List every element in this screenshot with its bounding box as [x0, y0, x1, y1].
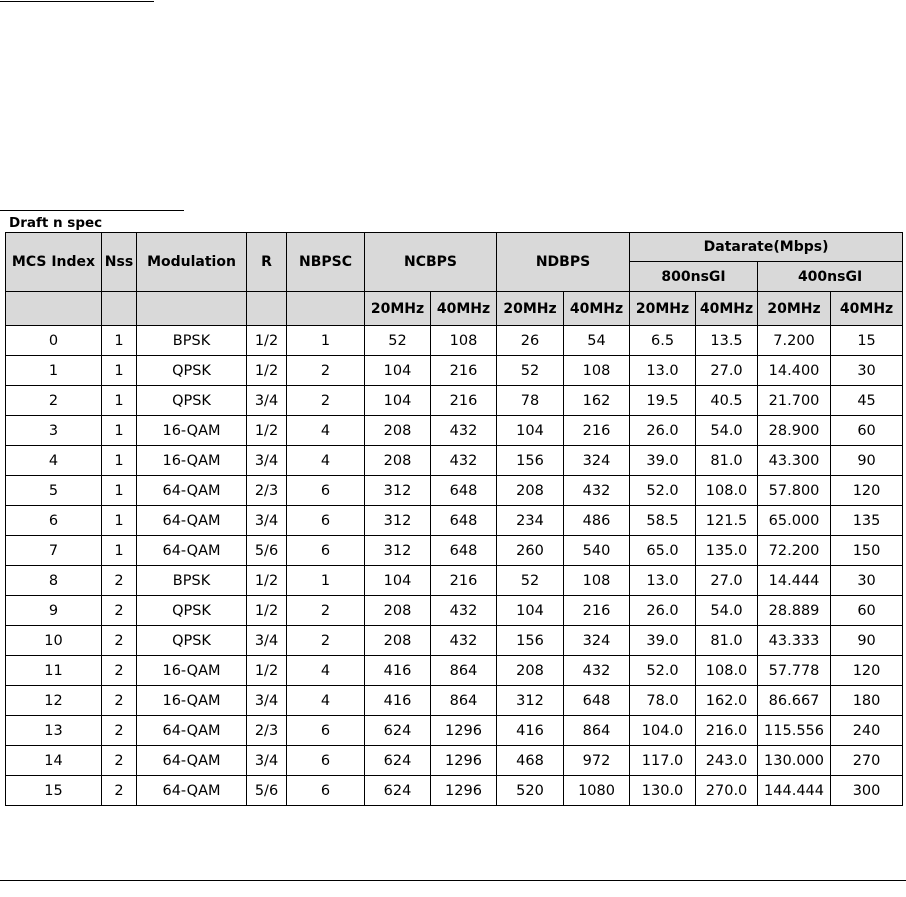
- table-cell: 270.0: [696, 776, 758, 806]
- table-cell: 240: [831, 716, 903, 746]
- table-cell: 39.0: [630, 446, 696, 476]
- table-cell: 1080: [564, 776, 630, 806]
- header-blank: [6, 292, 102, 326]
- table-cell: 2: [102, 656, 137, 686]
- table-cell: 416: [365, 686, 431, 716]
- table-cell: 11: [6, 656, 102, 686]
- table-row: [6, 356, 903, 386]
- table-row: [6, 566, 903, 596]
- table-cell: 3/4: [247, 746, 287, 776]
- table-cell: 43.333: [758, 626, 831, 656]
- table-cell: 64-QAM: [137, 476, 247, 506]
- table-row: [6, 416, 903, 446]
- table-cell: 6: [287, 536, 365, 566]
- table-cell: 26: [497, 326, 564, 356]
- table-cell: 54: [564, 326, 630, 356]
- table-cell: 864: [564, 716, 630, 746]
- table-cell: 4: [287, 656, 365, 686]
- caption-rule: [0, 210, 184, 211]
- table-cell: 1: [102, 386, 137, 416]
- table-cell: 1: [102, 536, 137, 566]
- header-datarate: Datarate(Mbps): [630, 233, 903, 262]
- table-cell: 432: [564, 656, 630, 686]
- table-cell: 120: [831, 476, 903, 506]
- table-row: [6, 506, 903, 536]
- table-cell: 2: [102, 746, 137, 776]
- table-row: [6, 536, 903, 566]
- table-cell: 2: [6, 386, 102, 416]
- bottom-rule: [0, 880, 906, 881]
- header-blank: [287, 292, 365, 326]
- top-rule: [0, 1, 154, 2]
- table-cell: 30: [831, 566, 903, 596]
- table-cell: 3: [6, 416, 102, 446]
- table-cell: 52: [497, 566, 564, 596]
- table-cell: 1/2: [247, 416, 287, 446]
- table-cell: 208: [497, 656, 564, 686]
- table-cell: 130.0: [630, 776, 696, 806]
- table-cell: 108: [564, 566, 630, 596]
- table-cell: 14: [6, 746, 102, 776]
- header-blank: [247, 292, 287, 326]
- table-cell: 432: [564, 476, 630, 506]
- table-cell: 30: [831, 356, 903, 386]
- table-cell: 39.0: [630, 626, 696, 656]
- table-cell: 6: [287, 506, 365, 536]
- table-cell: 60: [831, 416, 903, 446]
- table-cell: 1: [102, 356, 137, 386]
- table-row: [6, 476, 903, 506]
- table-cell: 64-QAM: [137, 506, 247, 536]
- table-cell: 2: [287, 626, 365, 656]
- table-cell: 16-QAM: [137, 686, 247, 716]
- table-row: [6, 716, 903, 746]
- header-blank: [137, 292, 247, 326]
- table-cell: 2: [102, 626, 137, 656]
- header-r: R: [247, 233, 287, 292]
- table-cell: 2: [102, 716, 137, 746]
- table-cell: 2: [287, 386, 365, 416]
- table-cell: 1/2: [247, 656, 287, 686]
- table-cell: 108: [564, 356, 630, 386]
- table-cell: 3/4: [247, 686, 287, 716]
- table-cell: 8: [6, 566, 102, 596]
- table-row: [6, 446, 903, 476]
- table-cell: 43.300: [758, 446, 831, 476]
- table-cell: 27.0: [696, 566, 758, 596]
- table-cell: 972: [564, 746, 630, 776]
- table-cell: 1/2: [247, 356, 287, 386]
- table-cell: 2: [287, 356, 365, 386]
- header-sub-400-20: 20MHz: [758, 292, 831, 326]
- table-cell: 1: [6, 356, 102, 386]
- table-cell: 104: [497, 416, 564, 446]
- table-cell: 120: [831, 656, 903, 686]
- table-cell: 108.0: [696, 476, 758, 506]
- table-cell: 468: [497, 746, 564, 776]
- table-cell: 156: [497, 446, 564, 476]
- table-cell: 81.0: [696, 446, 758, 476]
- table-cell: 5: [6, 476, 102, 506]
- table-cell: 14.400: [758, 356, 831, 386]
- table-cell: 7: [6, 536, 102, 566]
- table-cell: 54.0: [696, 596, 758, 626]
- table-cell: 108: [431, 326, 497, 356]
- table-cell: 4: [287, 686, 365, 716]
- header-sub-800-40: 40MHz: [696, 292, 758, 326]
- table-cell: 28.900: [758, 416, 831, 446]
- table-row: [6, 776, 903, 806]
- header-sub-800-20: 20MHz: [630, 292, 696, 326]
- table-cell: 12: [6, 686, 102, 716]
- table-cell: 57.778: [758, 656, 831, 686]
- table-cell: BPSK: [137, 566, 247, 596]
- table-cell: 208: [365, 626, 431, 656]
- table-cell: 234: [497, 506, 564, 536]
- table-cell: 104: [497, 596, 564, 626]
- header-modulation: Modulation: [137, 233, 247, 292]
- header-sub-ncbps-20: 20MHz: [365, 292, 431, 326]
- table-cell: 2: [102, 596, 137, 626]
- table-cell: 216: [564, 416, 630, 446]
- table-cell: 64-QAM: [137, 716, 247, 746]
- table-row: [6, 326, 903, 356]
- header-sub-ncbps-40: 40MHz: [431, 292, 497, 326]
- header-sub-ndbps-40: 40MHz: [564, 292, 630, 326]
- header-mcs-index: MCS Index: [6, 233, 102, 292]
- table-cell: 64-QAM: [137, 746, 247, 776]
- table-cell: 156: [497, 626, 564, 656]
- table-cell: 2/3: [247, 476, 287, 506]
- table-cell: 58.5: [630, 506, 696, 536]
- table-cell: 520: [497, 776, 564, 806]
- header-blank: [102, 292, 137, 326]
- table-cell: 6: [287, 476, 365, 506]
- header-ndbps: NDBPS: [497, 233, 630, 292]
- header-nbpsc: NBPSC: [287, 233, 365, 292]
- table-cell: 13.0: [630, 566, 696, 596]
- table-cell: 45: [831, 386, 903, 416]
- table-cell: QPSK: [137, 626, 247, 656]
- table-cell: 208: [365, 446, 431, 476]
- table-cell: 90: [831, 626, 903, 656]
- table-cell: 648: [564, 686, 630, 716]
- table-cell: 3/4: [247, 446, 287, 476]
- table-cell: 4: [6, 446, 102, 476]
- table-cell: 52.0: [630, 656, 696, 686]
- table-cell: 52: [365, 326, 431, 356]
- table-cell: 40.5: [696, 386, 758, 416]
- table-cell: 432: [431, 596, 497, 626]
- table-cell: 3/4: [247, 506, 287, 536]
- table-cell: 648: [431, 536, 497, 566]
- table-cell: 121.5: [696, 506, 758, 536]
- table-cell: 117.0: [630, 746, 696, 776]
- table-cell: 1: [287, 326, 365, 356]
- table-cell: 104.0: [630, 716, 696, 746]
- table-cell: 15: [831, 326, 903, 356]
- table-cell: 324: [564, 626, 630, 656]
- table-cell: 7.200: [758, 326, 831, 356]
- table-cell: 162: [564, 386, 630, 416]
- table-cell: 312: [365, 536, 431, 566]
- table-cell: 432: [431, 626, 497, 656]
- table-cell: 90: [831, 446, 903, 476]
- table-cell: BPSK: [137, 326, 247, 356]
- table-cell: 6: [6, 506, 102, 536]
- table-cell: 57.800: [758, 476, 831, 506]
- table-cell: 15: [6, 776, 102, 806]
- table-cell: 104: [365, 386, 431, 416]
- table-cell: QPSK: [137, 356, 247, 386]
- table-cell: 16-QAM: [137, 656, 247, 686]
- table-cell: 21.700: [758, 386, 831, 416]
- table-cell: 416: [365, 656, 431, 686]
- table-cell: 208: [497, 476, 564, 506]
- table-cell: 9: [6, 596, 102, 626]
- table-cell: 65.000: [758, 506, 831, 536]
- table-cell: 54.0: [696, 416, 758, 446]
- table-cell: 180: [831, 686, 903, 716]
- table-cell: QPSK: [137, 596, 247, 626]
- table-cell: 624: [365, 746, 431, 776]
- table-cell: 14.444: [758, 566, 831, 596]
- table-cell: 162.0: [696, 686, 758, 716]
- table-cell: 648: [431, 476, 497, 506]
- table-cell: 1: [102, 416, 137, 446]
- table-cell: 1/2: [247, 326, 287, 356]
- table-row: [6, 596, 903, 626]
- header-800nsgi: 800nsGI: [630, 262, 758, 292]
- table-cell: 72.200: [758, 536, 831, 566]
- table-cell: 216.0: [696, 716, 758, 746]
- table-cell: 648: [431, 506, 497, 536]
- table-cell: 6.5: [630, 326, 696, 356]
- table-cell: 60: [831, 596, 903, 626]
- header-400nsgi: 400nsGI: [758, 262, 903, 292]
- table-cell: 4: [287, 416, 365, 446]
- table-cell: 144.444: [758, 776, 831, 806]
- table-cell: 6: [287, 746, 365, 776]
- table-cell: 16-QAM: [137, 446, 247, 476]
- table-cell: 64-QAM: [137, 536, 247, 566]
- table-cell: 3/4: [247, 626, 287, 656]
- table-cell: 208: [365, 416, 431, 446]
- table-cell: 1: [102, 506, 137, 536]
- table-cell: 2: [102, 686, 137, 716]
- table-cell: 3/4: [247, 386, 287, 416]
- table-cell: 28.889: [758, 596, 831, 626]
- table-cell: 864: [431, 656, 497, 686]
- table-cell: 6: [287, 776, 365, 806]
- table-cell: 216: [431, 356, 497, 386]
- table-cell: 1296: [431, 746, 497, 776]
- table-cell: 2/3: [247, 716, 287, 746]
- table-cell: 864: [431, 686, 497, 716]
- table-cell: 312: [365, 506, 431, 536]
- table-cell: 78.0: [630, 686, 696, 716]
- table-cell: 104: [365, 566, 431, 596]
- header-sub-400-40: 40MHz: [831, 292, 903, 326]
- table-cell: 13.0: [630, 356, 696, 386]
- table-cell: 1: [102, 446, 137, 476]
- table-cell: 52: [497, 356, 564, 386]
- table-cell: 5/6: [247, 536, 287, 566]
- table-cell: 624: [365, 776, 431, 806]
- table-cell: 104: [365, 356, 431, 386]
- table-cell: 216: [564, 596, 630, 626]
- table-cell: 115.556: [758, 716, 831, 746]
- table-row: [6, 746, 903, 776]
- table-cell: 1: [102, 476, 137, 506]
- header-ncbps: NCBPS: [365, 233, 497, 292]
- table-cell: 65.0: [630, 536, 696, 566]
- table-cell: 1/2: [247, 566, 287, 596]
- table-cell: 10: [6, 626, 102, 656]
- table-cell: 2: [102, 566, 137, 596]
- table-cell: 108.0: [696, 656, 758, 686]
- header-nss: Nss: [102, 233, 137, 292]
- table-cell: 260: [497, 536, 564, 566]
- table-cell: 2: [102, 776, 137, 806]
- table-cell: 86.667: [758, 686, 831, 716]
- table-cell: 130.000: [758, 746, 831, 776]
- table-cell: 1296: [431, 716, 497, 746]
- table-cell: 26.0: [630, 596, 696, 626]
- table-row: [6, 686, 903, 716]
- table-cell: 312: [497, 686, 564, 716]
- table-cell: 13: [6, 716, 102, 746]
- table-cell: 135.0: [696, 536, 758, 566]
- table-cell: 5/6: [247, 776, 287, 806]
- table-cell: 432: [431, 446, 497, 476]
- table-cell: 16-QAM: [137, 416, 247, 446]
- table-cell: 0: [6, 326, 102, 356]
- table-cell: 324: [564, 446, 630, 476]
- table-caption: Draft n spec: [9, 215, 103, 231]
- table-cell: 6: [287, 716, 365, 746]
- table-cell: 150: [831, 536, 903, 566]
- table-cell: 208: [365, 596, 431, 626]
- table-cell: 216: [431, 566, 497, 596]
- table-row: [6, 656, 903, 686]
- table-cell: 1: [102, 326, 137, 356]
- table-cell: QPSK: [137, 386, 247, 416]
- table-cell: 13.5: [696, 326, 758, 356]
- table-cell: 64-QAM: [137, 776, 247, 806]
- table-cell: 27.0: [696, 356, 758, 386]
- table-cell: 1: [287, 566, 365, 596]
- table-cell: 26.0: [630, 416, 696, 446]
- table-cell: 300: [831, 776, 903, 806]
- table-cell: 4: [287, 446, 365, 476]
- mcs-table: [5, 232, 903, 806]
- table-cell: 19.5: [630, 386, 696, 416]
- table-cell: 52.0: [630, 476, 696, 506]
- table-cell: 2: [287, 596, 365, 626]
- table-cell: 540: [564, 536, 630, 566]
- table-cell: 416: [497, 716, 564, 746]
- table-cell: 312: [365, 476, 431, 506]
- table-row: [6, 386, 903, 416]
- table-body: [6, 326, 903, 806]
- table-cell: 270: [831, 746, 903, 776]
- table-cell: 216: [431, 386, 497, 416]
- table-cell: 432: [431, 416, 497, 446]
- table-cell: 1/2: [247, 596, 287, 626]
- table-cell: 1296: [431, 776, 497, 806]
- table-cell: 78: [497, 386, 564, 416]
- table-cell: 81.0: [696, 626, 758, 656]
- table-cell: 243.0: [696, 746, 758, 776]
- table-cell: 486: [564, 506, 630, 536]
- table-cell: 624: [365, 716, 431, 746]
- table-row: [6, 626, 903, 656]
- table-cell: 135: [831, 506, 903, 536]
- header-sub-ndbps-20: 20MHz: [497, 292, 564, 326]
